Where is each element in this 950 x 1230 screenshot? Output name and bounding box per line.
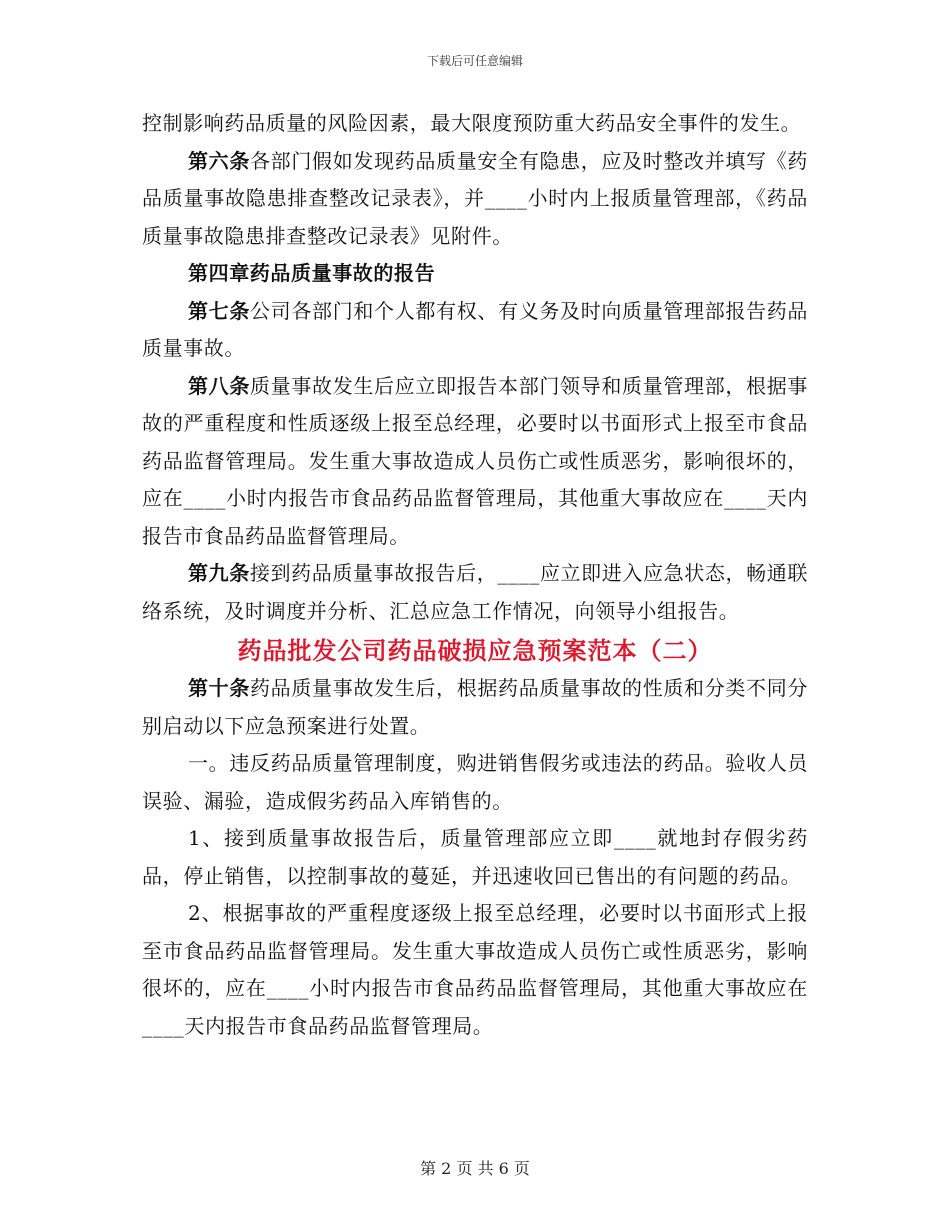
paragraph-text: 质量事故发生后应立即报告本部门领导和质量管理部，根据事故的严重程度和性质逐级上报至总经理，必要时以书面形式上报至市食品药品监督管理局。发生重大事故造成人员伤亡或性质恶劣，影响很坏的，应在____小时内报告市食品药品监督管理局，其他重大事故应在____天内报告市食品药品监督管理局。	[142, 373, 808, 548]
item-1	[142, 745, 808, 820]
page-header: 下载后可任意编辑	[426, 54, 523, 68]
chapter-4-heading	[142, 255, 808, 293]
article-7	[142, 293, 808, 368]
page-footer: 第 2 页 共 6 页	[420, 1159, 530, 1178]
paragraph-text: 控制影响药品质量的风险因素，最大限度预防重大药品安全事件的发生。	[142, 111, 802, 135]
paragraph-text: 2、根据事故的严重程度逐级上报至总经理，必要时以书面形式上报至市食品药品监督管理局。发生重大事故造成人员伤亡或性质恶劣，影响很坏的，应在____小时内报告市食品药品监督管理局，其他重大事故应在____天内报告市食品药品监督管理局。	[142, 901, 808, 1038]
article-label: 第六条	[188, 148, 251, 173]
paragraph-text: 各部门假如发现药品质量安全有隐患，应及时整改并填写《药品质量事故隐患排查整改记录表》，并____小时内上报质量管理部，《药品质量事故隐患排查整改记录表》见附件。	[142, 148, 808, 248]
article-label: 第八条	[188, 373, 251, 398]
article-10	[142, 670, 808, 745]
article-label: 第七条	[188, 298, 251, 323]
article-label: 第九条	[188, 561, 250, 585]
section-title: 药品批发公司药品破损应急预案范本（二）	[237, 636, 713, 665]
paragraph-text: 接到药品质量事故报告后，____应立即进入应急状态，畅通联络系统，及时调度并分析、汇总应急工作情况，向领导小组报告。	[142, 561, 808, 623]
document-body	[142, 105, 808, 1045]
paragraph-text: 1、接到质量事故报告后，质量管理部应立即____就地封存假劣药品，停止销售，以控制事故的蔓延，并迅速收回已售出的有问题的药品。	[142, 826, 808, 888]
paragraph-text: 一。违反药品质量管理制度，购进销售假劣或违法的药品。验收人员误验、漏验，造成假劣药品入库销售的。	[142, 751, 808, 813]
chapter-heading: 第四章药品质量事故的报告	[188, 261, 436, 285]
sub-item-1	[142, 820, 808, 895]
article-8	[142, 368, 808, 556]
paragraph-continued	[142, 105, 808, 143]
article-6	[142, 143, 808, 256]
article-label: 第十条	[188, 676, 251, 700]
paragraph-text: 公司各部门和个人都有权、有义务及时向质量管理部报告药品质量事故。	[142, 298, 808, 360]
sub-item-2	[142, 895, 808, 1045]
article-9	[142, 555, 808, 630]
paragraph-text: 药品质量事故发生后，根据药品质量事故的性质和分类不同分别启动以下应急预案进行处置。	[142, 676, 808, 738]
